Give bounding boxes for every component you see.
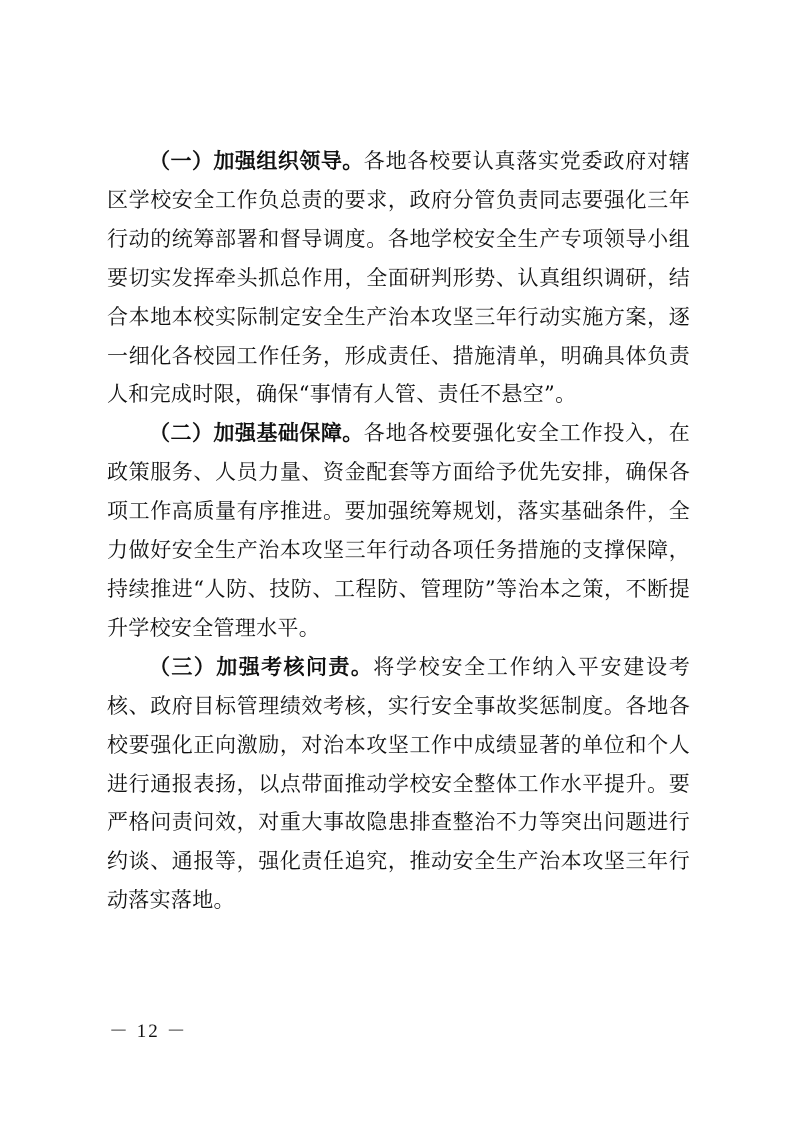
paragraph-organization-leadership xyxy=(107,142,690,414)
paragraph-assessment-accountability xyxy=(107,648,690,920)
paragraph-text: 将学校安全工作纳入平安建设考核、政府目标管理绩效考核，实行安全事故奖惩制度。各地各校要强化正向激励，对治本攻坚工作中成绩显著的单位和个人进行通报表扬，以点带面推动学校安全整体工作水平提升。要严格问责问效，对重大事故隐患排查整治不力等突出问题进行约谈、通报等，强化责任追究，推动安全生产治本攻坚三年行动落实落地。 xyxy=(107,654,691,913)
paragraph-heading: （三）加强考核问责。 xyxy=(149,654,374,679)
body-text xyxy=(107,142,690,920)
paragraph-heading: （二）加强基础保障。 xyxy=(149,421,364,446)
paragraph-heading: （一）加强组织领导。 xyxy=(149,149,364,173)
page-number: － 12 － xyxy=(109,1021,188,1042)
paragraph-basic-support xyxy=(107,414,690,647)
paragraph-text: 各地各校要认真落实党委政府对辖区学校安全工作负总责的要求，政府分管负责同志要强化三年行动的统筹部署和督导调度。各地学校安全生产专项领导小组要切实发挥牵头抓总作用，全面研判形势、认真组织调研，结合本地本校实际制定安全生产治本攻坚三年行动实施方案，逐一细化各校园工作任务，形成责任、措施清单，明确具体负责人和完成时限，确保“事情有人管、责任不悬空”。 xyxy=(107,149,691,407)
paragraph-text: 各地各校要强化安全工作投入，在政策服务、人员力量、资金配套等方面给予优先安排，确保各项工作高质量有序推进。要加强统筹规划，落实基础条件，全力做好安全生产治本攻坚三年行动各项任务措施的支撑保障，持续推进“人防、技防、工程防、管理防”等治本之策，不断提升学校安全管理水平。 xyxy=(107,421,691,640)
